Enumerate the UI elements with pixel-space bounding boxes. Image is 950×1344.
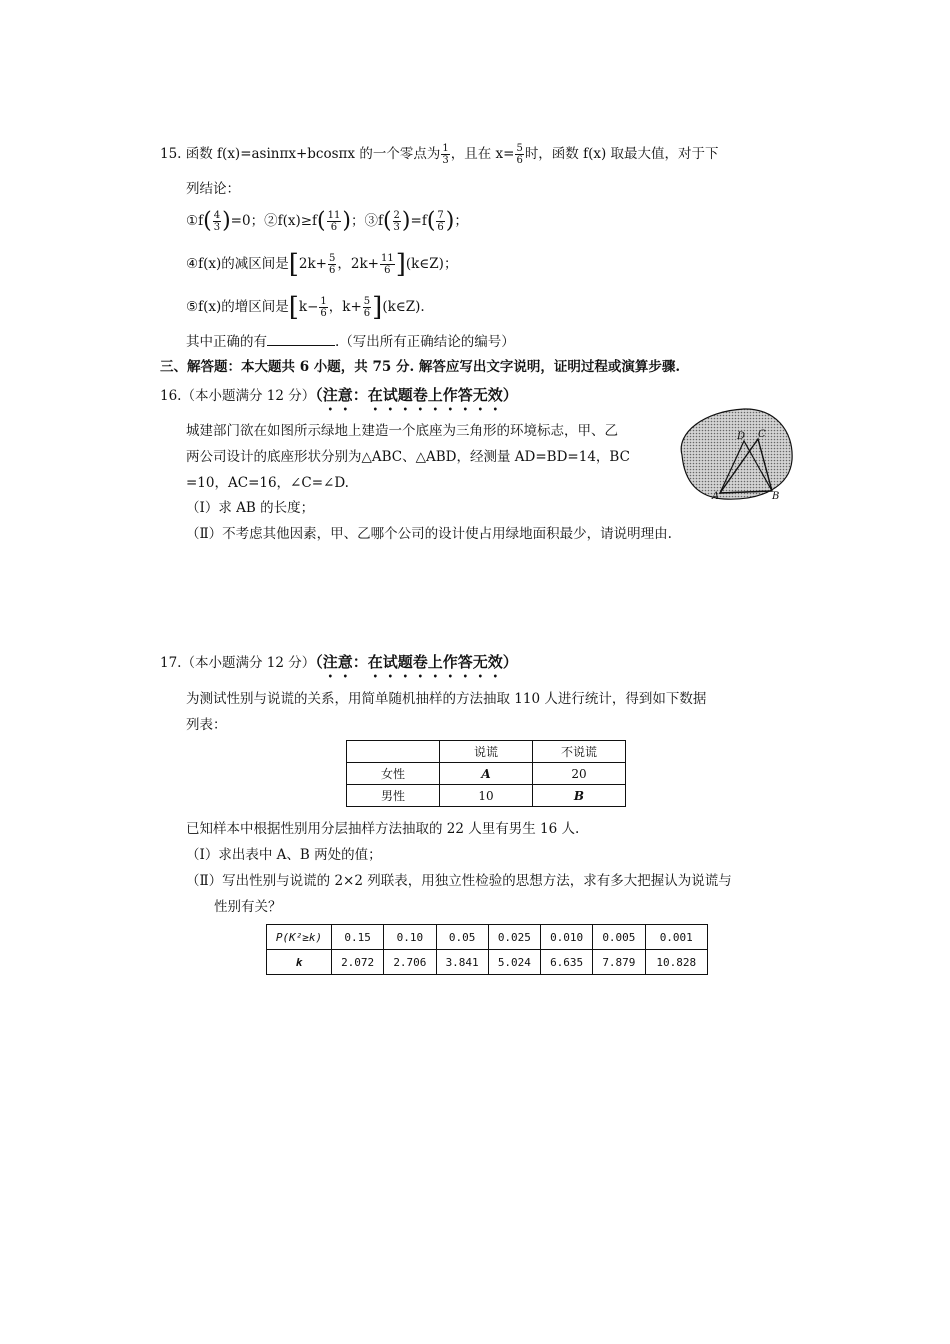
- lying-data-table: [346, 740, 626, 807]
- q15-conclusion-5: ⑤f(x)的增区间是[k− $\frac{1}{6}$ ，k+ $\frac{5}{6}$ ](k∈Z).: [186, 292, 425, 323]
- q16-para-3: =10，AC=16，∠C=∠D.: [186, 475, 349, 491]
- q15-conclusion-4: ④f(x)的减区间是[2k+ $\frac{5}{6}$ ，2k+ $\frac{11}{6}$ ](k∈Z)；: [186, 249, 458, 280]
- section-3-heading: 三、解答题：本大题共 6 小题，共 75 分. 解答应写出文字说明，证明过程或演算步骤.: [160, 359, 681, 375]
- q17-part-2a: （Ⅱ）写出性别与说谎的 2×2 列联表，用独立性检验的思想方法，求有多大把握认为说谎与: [186, 873, 732, 889]
- q17-para-2: 列表：: [186, 717, 227, 733]
- table-row: 男性 10 B: [347, 785, 626, 807]
- table-row: k 2.072 2.706 3.841 5.024 6.635 7.879 10.828: [267, 950, 708, 975]
- q15-line2: 列结论：: [186, 181, 240, 197]
- q16-para-2: 两公司设计的底座形状分别为△ABC、△ABD，经测量 AD=BD=14，BC: [186, 449, 630, 465]
- q15-line1: 15. 函数 f(x)=asinπx+bcosπx 的一个零点为 $\frac{1}{3}$ ，且在 x= $\frac{5}{6}$ 时，函数 f(x) 取最大值，对于下: [160, 143, 719, 166]
- q15-conclusions-1-3: ①f( $\frac{4}{3}$ )=0；②f(x)≥f( $\frac{11}{6}$ )；③f( $\frac{2}{3}$ )=f( $\frac{7}{6}$ )；: [186, 208, 468, 234]
- table-row: 女性 A 20: [347, 763, 626, 785]
- q17-header: 17.（本小题满分 12 分）（注意：在试题卷上作答无效）: [160, 653, 518, 671]
- fraction: $\frac{1}{3}$: [442, 143, 449, 166]
- label-d: D: [737, 431, 746, 442]
- label-c: C: [758, 429, 766, 440]
- q17-part-2b: 性别有关？: [214, 899, 282, 915]
- q16-para-1: 城建部门欲在如图所示绿地上建造一个底座为三角形的环境标志，甲、乙: [186, 423, 618, 439]
- table-row: 说谎 不说谎: [347, 741, 626, 763]
- table-row: P(K²≥k) 0.15 0.10 0.05 0.025 0.010 0.005 0.001: [267, 925, 708, 950]
- label-b: B: [772, 491, 780, 502]
- q16-part-1: （Ⅰ）求 AB 的长度；: [186, 500, 315, 516]
- label-a: A: [712, 491, 720, 502]
- q17-notice: （注意：在试题卷上作答无效）: [315, 653, 518, 671]
- q17-part-1: （Ⅰ）求出表中 A、B 两处的值；: [186, 847, 382, 863]
- q16-part-2: （Ⅱ）不考虑其他因素，甲、乙哪个公司的设计使占用绿地面积最少，请说明理由.: [186, 526, 672, 542]
- green-land-figure: [674, 405, 796, 503]
- q17-para-1: 为测试性别与说谎的关系，用简单随机抽样的方法抽取 110 人进行统计，得到如下数据: [186, 691, 707, 707]
- chi-square-critical-table: [266, 924, 708, 975]
- q16-header: 16.（本小题满分 12 分）（注意：在试题卷上作答无效）: [160, 386, 518, 404]
- land-shape: [681, 409, 792, 499]
- q17-para-3: 已知样本中根据性别用分层抽样方法抽取的 22 人里有男生 16 人.: [186, 821, 580, 837]
- q15-answer-line: 其中正确的有 .（写出所有正确结论的编号）: [186, 331, 515, 353]
- answer-blank[interactable]: [267, 331, 335, 346]
- fraction: $\frac{5}{6}$: [516, 143, 523, 166]
- q16-notice: （注意：在试题卷上作答无效）: [315, 386, 518, 404]
